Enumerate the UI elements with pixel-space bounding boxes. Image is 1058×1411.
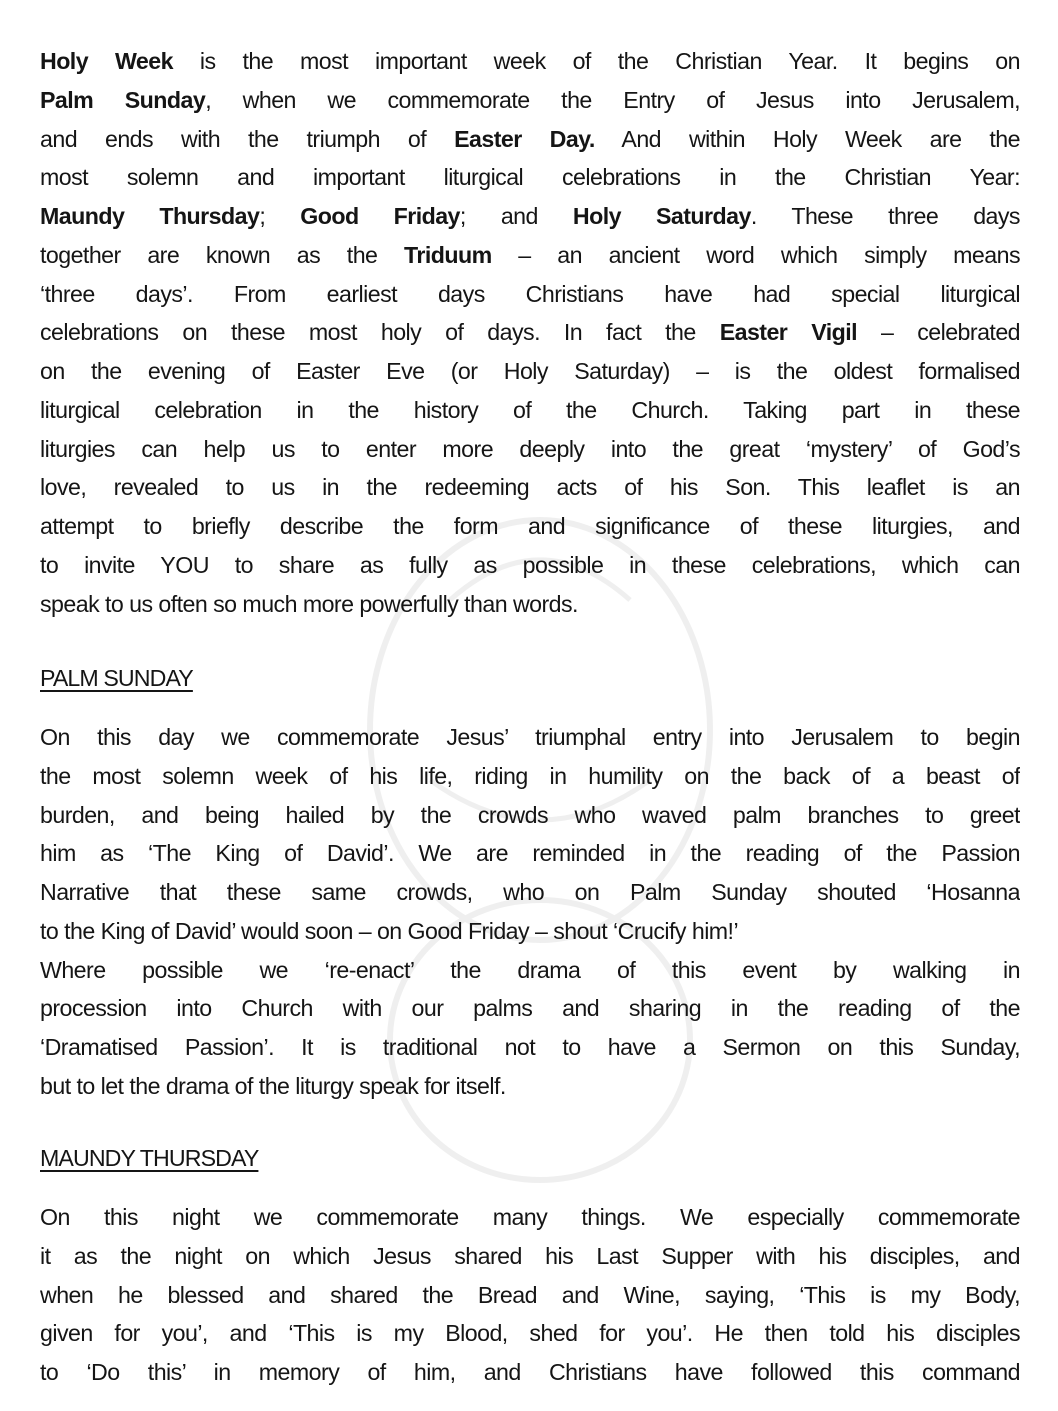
text-run: . These three days (750, 203, 1020, 229)
text-run: speak to us often so much more powerfully than words. (40, 590, 578, 617)
text-line: when he blessed and shared the Bread and Wine, saying, ‘This is my Body, (40, 1281, 1020, 1308)
bold-term: Holy Week (40, 48, 173, 74)
text-line (40, 279, 1020, 309)
palm-sunday-heading: PALM SUNDAY (40, 665, 193, 691)
text-run: ; (259, 203, 301, 229)
text-line (40, 85, 1020, 115)
text-run: – celebrated (857, 319, 1020, 346)
text-line (40, 240, 1020, 270)
text-run: and ends with the triumph of (40, 125, 455, 152)
text-line (40, 46, 1020, 76)
bold-term: Palm Sunday (40, 86, 206, 113)
text-run: ; and (459, 203, 573, 229)
text-line (40, 356, 1020, 386)
text-line: to the King of David’ would soon – on Good Friday – shout ‘Crucify him!’ (40, 917, 739, 944)
text-line: procession into Church with our palms and sharing in the reading of the (40, 995, 1020, 1022)
text-run: ‘three days’. From earliest days Christians have had special liturgical (40, 280, 1020, 307)
text-line (40, 589, 1020, 619)
text-run: is the most important week of the Christian Year. It begins on (172, 48, 1020, 74)
text-line (40, 395, 1020, 425)
maundy-thursday-heading: MAUNDY THURSDAY (40, 1145, 259, 1171)
text-line: On this night we commemorate many things. We especially commemorate (40, 1204, 1020, 1230)
text-run: together are known as the (40, 241, 405, 268)
text-line: him as ‘The King of David’. We are reminded in the reading of the Passion (40, 840, 1020, 867)
text-line (40, 124, 1020, 154)
text-line: Where possible we ‘re-enact’ the drama of this event by walking in (40, 956, 1020, 983)
text-line: but to let the drama of the liturgy speak for itself. (40, 1072, 506, 1099)
text-run: liturgical celebration in the history of the Church. Taking part in these (40, 396, 1020, 423)
text-line (40, 201, 1020, 231)
text-line: burden, and being hailed by the crowds who waved palm branches to greet (40, 801, 1020, 828)
text-line (40, 550, 1020, 580)
text-line: to ‘Do this’ in memory of him, and Christians have followed this command (40, 1359, 1020, 1385)
bold-term: Holy Saturday (572, 203, 751, 229)
text-line (40, 472, 1020, 502)
text-run: liturgies can help us to enter more deeply into the great ‘mystery’ of God’s (40, 435, 1020, 462)
bold-term: Maundy Thursday (40, 203, 260, 229)
text-run: on the evening of Easter Eve (or Holy Saturday) – is the oldest formalised (40, 358, 1020, 384)
text-run: most solemn and important liturgical celebrations in the Christian Year: (40, 164, 1020, 191)
text-run: attempt to briefly describe the form and significance of these liturgies, and (40, 513, 1020, 539)
text-line (40, 162, 1020, 192)
text-line (40, 317, 1020, 347)
text-line: On this day we commemorate Jesus’ triumphal entry into Jerusalem to begin (40, 724, 1020, 750)
text-run: celebrations on these most holy of days. In fact the (40, 319, 720, 346)
text-line: Narrative that these same crowds, who on Palm Sunday shouted ‘Hosanna (40, 879, 1020, 905)
text-line (40, 434, 1020, 464)
bold-term: Triduum (404, 241, 492, 268)
text-run: – an ancient word which simply means (491, 241, 1020, 268)
text-line: it as the night on which Jesus shared his Last Supper with his disciples, and (40, 1242, 1020, 1269)
bold-term: Easter Day. (454, 125, 595, 152)
text-run: And within Holy Week are the (594, 125, 1020, 152)
text-line: ‘Dramatised Passion’. It is traditional not to have a Sermon on this Sunday, (40, 1034, 1020, 1060)
text-run: , when we commemorate the Entry of Jesus into Jerusalem, (205, 86, 1020, 113)
text-line: the most solemn week of his life, riding in humility on the back of a beast of (40, 762, 1020, 789)
bold-term: Good Friday (300, 203, 460, 229)
text-line (40, 511, 1020, 541)
text-run: love, revealed to us in the redeeming acts of his Son. This leaflet is an (40, 474, 1020, 501)
bold-term: Easter Vigil (719, 319, 858, 346)
text-run: to invite YOU to share as fully as possible in these celebrations, which can (40, 551, 1020, 578)
text-line: given for you’, and ‘This is my Blood, shed for you’. He then told his disciples (40, 1320, 1020, 1347)
